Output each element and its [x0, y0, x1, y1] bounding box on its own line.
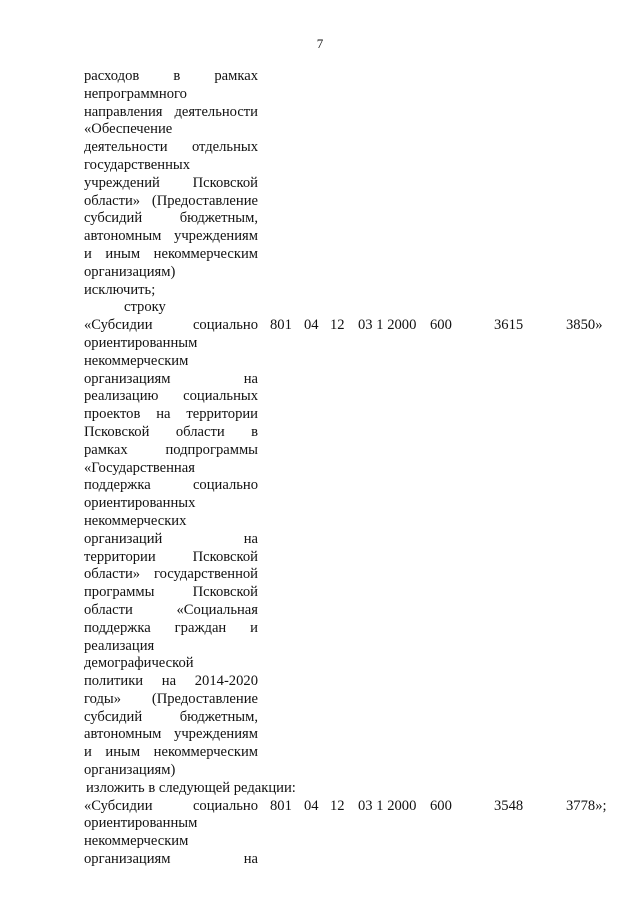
block-1-text [84, 68, 258, 282]
text-line: организациям на [84, 851, 258, 868]
text-line: Псковской области в [84, 423, 258, 440]
amount-2: 3850» [566, 317, 603, 334]
program-code: 12 [330, 797, 345, 814]
text-line: автономным учреждениям [84, 228, 258, 245]
text-line: ориентированным [84, 815, 198, 832]
expense-type-code: 600 [430, 317, 452, 334]
text-line: реализацию социальных [84, 388, 258, 405]
amount-2: 3778»; [566, 797, 607, 814]
text-line: ориентированных [84, 495, 196, 512]
text-line: некоммерческих [84, 512, 187, 529]
text-line: некоммерческим [84, 352, 189, 369]
text-line: автономным учреждениям [84, 726, 258, 743]
block-1 [84, 68, 624, 282]
text-line: ориентированным [84, 334, 198, 351]
subsection-code: 04 [304, 317, 319, 334]
text-line: государственных [84, 156, 191, 173]
text-line: и иным некоммерческим [84, 744, 258, 761]
text-line: деятельности отдельных [84, 139, 258, 156]
instruction-exclude: исключить; [84, 281, 156, 298]
text-line: субсидий бюджетным, [84, 210, 258, 227]
text-line: поддержка социально [84, 477, 258, 494]
text-line: организациям на [84, 370, 258, 387]
instruction-new-edition: изложить в следующей редакции: [86, 779, 296, 796]
document-body [84, 68, 624, 869]
amount-1: 3615 [494, 317, 524, 334]
text-line: реализация [84, 637, 155, 654]
text-line: «Обеспечение [84, 121, 173, 138]
text-line: непрограммного [84, 85, 187, 102]
text-line: области» (Предоставление [84, 192, 258, 209]
text-line: территории Псковской [84, 548, 258, 565]
text-line: организациям) [84, 762, 176, 779]
text-line: организаций на [84, 530, 258, 547]
text-line: политики на 2014-2020 [84, 673, 258, 690]
amount-1: 3548 [494, 797, 524, 814]
text-line: программы Псковской [84, 584, 258, 601]
text-line: некоммерческим [84, 833, 189, 850]
table-row-old [84, 317, 624, 780]
text-line: «Субсидии социально [84, 797, 258, 814]
instruction-row: строку [124, 299, 166, 316]
row-old-text [84, 317, 258, 780]
section-code: 801 [270, 317, 292, 334]
text-line: направления деятельности [84, 103, 258, 120]
subsection-code: 04 [304, 797, 319, 814]
text-line: поддержка граждан и [84, 619, 258, 636]
text-line: «Субсидии социально [84, 317, 258, 334]
text-line: рамках подпрограммы [84, 441, 258, 458]
section-code: 801 [270, 797, 292, 814]
text-line: годы» (Предоставление [84, 690, 258, 707]
text-line: учреждений Псковской [84, 174, 258, 191]
table-row-new [84, 798, 624, 869]
text-line: «Государственная [84, 459, 195, 476]
expense-type-code: 600 [430, 797, 452, 814]
text-line: организациям) [84, 263, 176, 280]
program-code: 12 [330, 317, 345, 334]
text-line: субсидий бюджетным, [84, 708, 258, 725]
text-line: демографической [84, 655, 194, 672]
text-line: области «Социальная [84, 601, 258, 618]
article-code: 03 1 2000 [358, 797, 417, 814]
article-code: 03 1 2000 [358, 317, 417, 334]
text-line: и иным некоммерческим [84, 245, 258, 262]
page-number: 7 [316, 36, 324, 51]
row-new-text [84, 798, 258, 869]
text-line: проектов на территории [84, 406, 258, 423]
text-line: области» государственной [84, 566, 258, 583]
text-line: расходов в рамках [84, 68, 258, 84]
